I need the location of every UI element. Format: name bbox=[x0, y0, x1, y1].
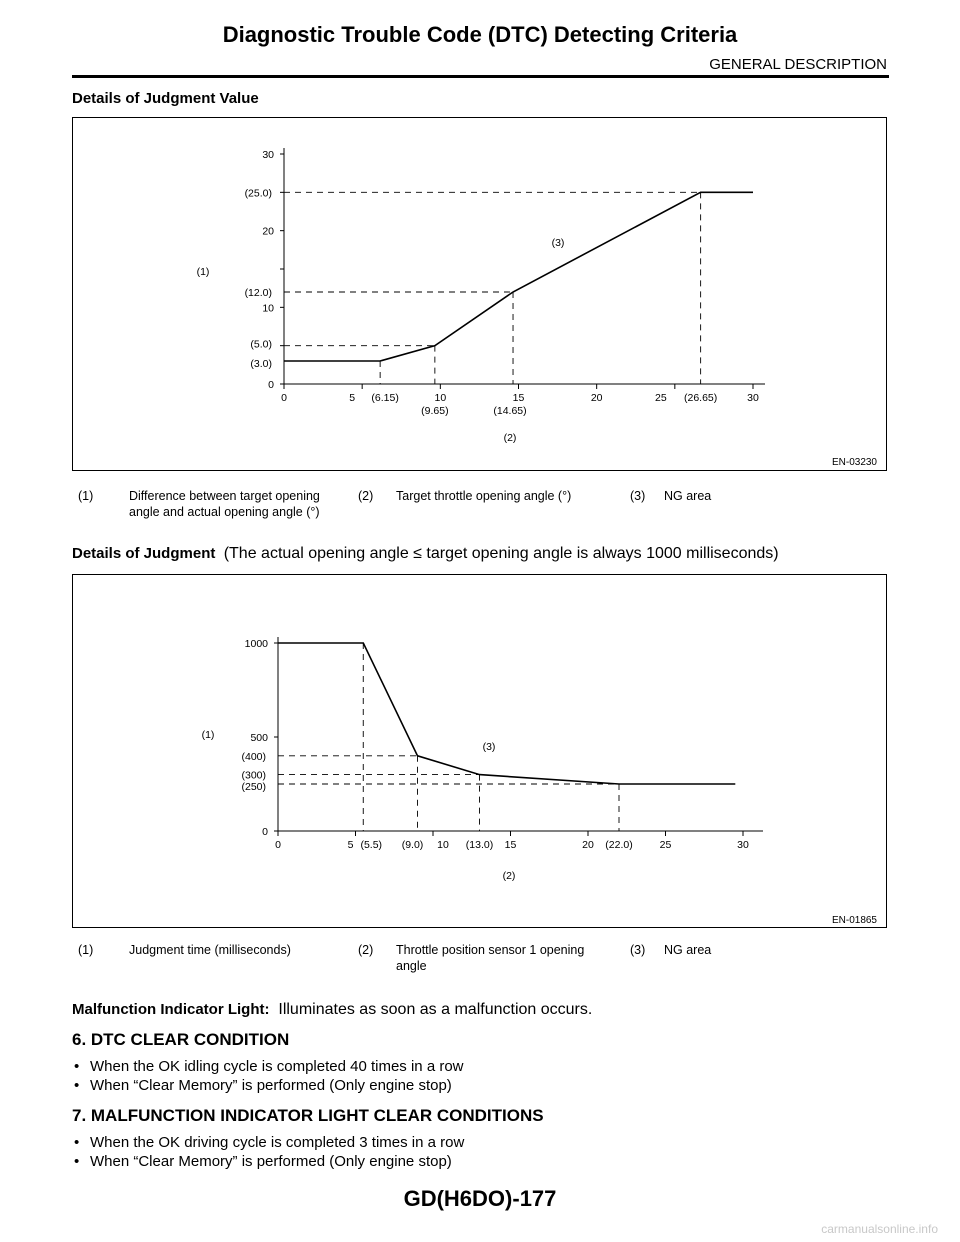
threshold-line bbox=[284, 192, 753, 361]
x-tick-label: 10 bbox=[434, 392, 447, 404]
legend-item bbox=[358, 488, 618, 524]
x-axis-label: (2) bbox=[502, 870, 516, 882]
x-tick-label: 30 bbox=[737, 839, 749, 851]
judgment-heading bbox=[72, 545, 779, 563]
y-tick-label: 30 bbox=[262, 149, 274, 161]
judgment-value-heading: Details of Judgment Value bbox=[72, 90, 259, 107]
y-tick-label: 0 bbox=[268, 379, 274, 391]
bullet-dot: • bbox=[74, 1134, 80, 1151]
legend-item bbox=[630, 942, 830, 962]
legend-number: (1) bbox=[78, 943, 94, 957]
x-tick-label: 0 bbox=[281, 392, 287, 404]
legend-item bbox=[630, 488, 830, 508]
legend-text: NG area bbox=[664, 489, 712, 503]
x-marker-label: (5.5) bbox=[360, 839, 383, 851]
y-marker-label: (300) bbox=[241, 769, 266, 782]
x-tick-label: 30 bbox=[747, 392, 759, 404]
legend-text: Judgment time (milliseconds) bbox=[129, 943, 291, 957]
figure-code: EN-03230 bbox=[831, 457, 877, 468]
y-marker-label: (25.0) bbox=[244, 187, 272, 200]
legend-number: (3) bbox=[630, 489, 646, 503]
judgment-value-figure bbox=[72, 117, 887, 471]
bullet-dot: • bbox=[74, 1153, 80, 1170]
mil-label: Malfunction Indicator Light: bbox=[72, 1001, 270, 1018]
ng-area-label: (3) bbox=[551, 237, 565, 249]
y-tick-label: 20 bbox=[262, 225, 274, 238]
mil-clear-heading: 7. MALFUNCTION INDICATOR LIGHT CLEAR CONDITIONS bbox=[72, 1106, 544, 1125]
y-axis-label: (1) bbox=[201, 729, 215, 741]
legend-number: (1) bbox=[78, 489, 94, 503]
x-tick-label: 20 bbox=[582, 839, 594, 851]
legend-text: Difference between target opening angle and actual opening angle (°) bbox=[129, 489, 320, 519]
x-marker-label: (14.65) bbox=[493, 405, 527, 417]
y-tick-label: 500 bbox=[250, 732, 268, 744]
watermark: carmanualsonline.info bbox=[821, 1222, 938, 1236]
x-marker-label: (9.65) bbox=[421, 405, 449, 417]
y-marker-label: (3.0) bbox=[250, 358, 272, 370]
x-tick-label: 25 bbox=[659, 839, 672, 851]
x-tick-label: 10 bbox=[437, 839, 449, 851]
header-divider bbox=[72, 75, 889, 78]
y-marker-label: (12.0) bbox=[244, 287, 272, 299]
x-marker-label: (6.15) bbox=[371, 392, 399, 404]
list-item-text: When the OK driving cycle is completed 3 times in a row bbox=[90, 1134, 465, 1151]
list-item bbox=[74, 1153, 774, 1171]
page-number: GD(H6DO)-177 bbox=[403, 1186, 557, 1211]
legend-text: NG area bbox=[664, 943, 712, 957]
page-title: Diagnostic Trouble Code (DTC) Detecting Criteria bbox=[222, 22, 738, 47]
y-marker-label: (250) bbox=[241, 781, 266, 793]
judgment-chart bbox=[73, 575, 886, 927]
list-item-text: When “Clear Memory” is performed (Only engine stop) bbox=[90, 1153, 452, 1170]
x-tick-label: 15 bbox=[504, 839, 517, 851]
bullet-dot: • bbox=[74, 1058, 80, 1075]
x-tick-label: 0 bbox=[275, 839, 281, 851]
threshold-line bbox=[278, 643, 735, 784]
x-tick-label: 5 bbox=[347, 839, 354, 851]
y-tick-label: 10 bbox=[262, 302, 274, 315]
y-marker-label: (400) bbox=[241, 750, 266, 763]
legend-item bbox=[78, 488, 348, 524]
x-marker-label: (13.0) bbox=[465, 839, 494, 851]
x-marker-label: (9.0) bbox=[401, 839, 424, 851]
judgment-heading-title: Details of Judgment bbox=[72, 545, 216, 562]
list-item-text: When “Clear Memory” is performed (Only engine stop) bbox=[90, 1077, 452, 1094]
x-marker-label: (22.0) bbox=[605, 839, 633, 851]
legend-item bbox=[358, 942, 618, 978]
list-item bbox=[74, 1134, 774, 1152]
section-label: GENERAL DESCRIPTION bbox=[709, 56, 887, 73]
list-item-text: When the OK idling cycle is completed 40 times in a row bbox=[90, 1058, 464, 1075]
figure-code: EN-01865 bbox=[831, 915, 877, 926]
legend-text: Throttle position sensor 1 opening angle bbox=[396, 943, 585, 973]
mil-statement bbox=[72, 1001, 592, 1019]
legend-number: (3) bbox=[630, 943, 646, 957]
x-tick-label: 15 bbox=[512, 392, 525, 404]
judgment-figure bbox=[72, 574, 887, 928]
y-tick-label: 0 bbox=[262, 826, 268, 838]
dtc-clear-heading: 6. DTC CLEAR CONDITION bbox=[72, 1030, 290, 1049]
x-tick-label: 5 bbox=[349, 392, 356, 404]
ng-area-label: (3) bbox=[482, 741, 496, 753]
judgment-heading-note: (The actual opening angle ≤ target opening angle is always 1000 milliseconds) bbox=[223, 545, 779, 562]
x-tick-label: 25 bbox=[654, 392, 667, 404]
x-axis-label: (2) bbox=[503, 432, 517, 444]
legend-number: (2) bbox=[358, 943, 374, 957]
legend-item bbox=[78, 942, 348, 962]
judgment-value-chart bbox=[73, 118, 886, 470]
x-tick-label: 20 bbox=[590, 392, 603, 404]
legend-text: Target throttle opening angle (°) bbox=[396, 489, 572, 503]
bullet-dot: • bbox=[74, 1077, 80, 1094]
list-item bbox=[74, 1077, 774, 1095]
y-marker-label: (5.0) bbox=[250, 338, 272, 351]
y-tick-label: 1000 bbox=[244, 638, 268, 650]
x-marker-label: (26.65) bbox=[683, 392, 718, 404]
list-item bbox=[74, 1058, 774, 1076]
y-axis-label: (1) bbox=[196, 266, 210, 278]
legend-number: (2) bbox=[358, 489, 374, 503]
mil-text: Illuminates as soon as a malfunction occurs. bbox=[278, 1001, 593, 1018]
